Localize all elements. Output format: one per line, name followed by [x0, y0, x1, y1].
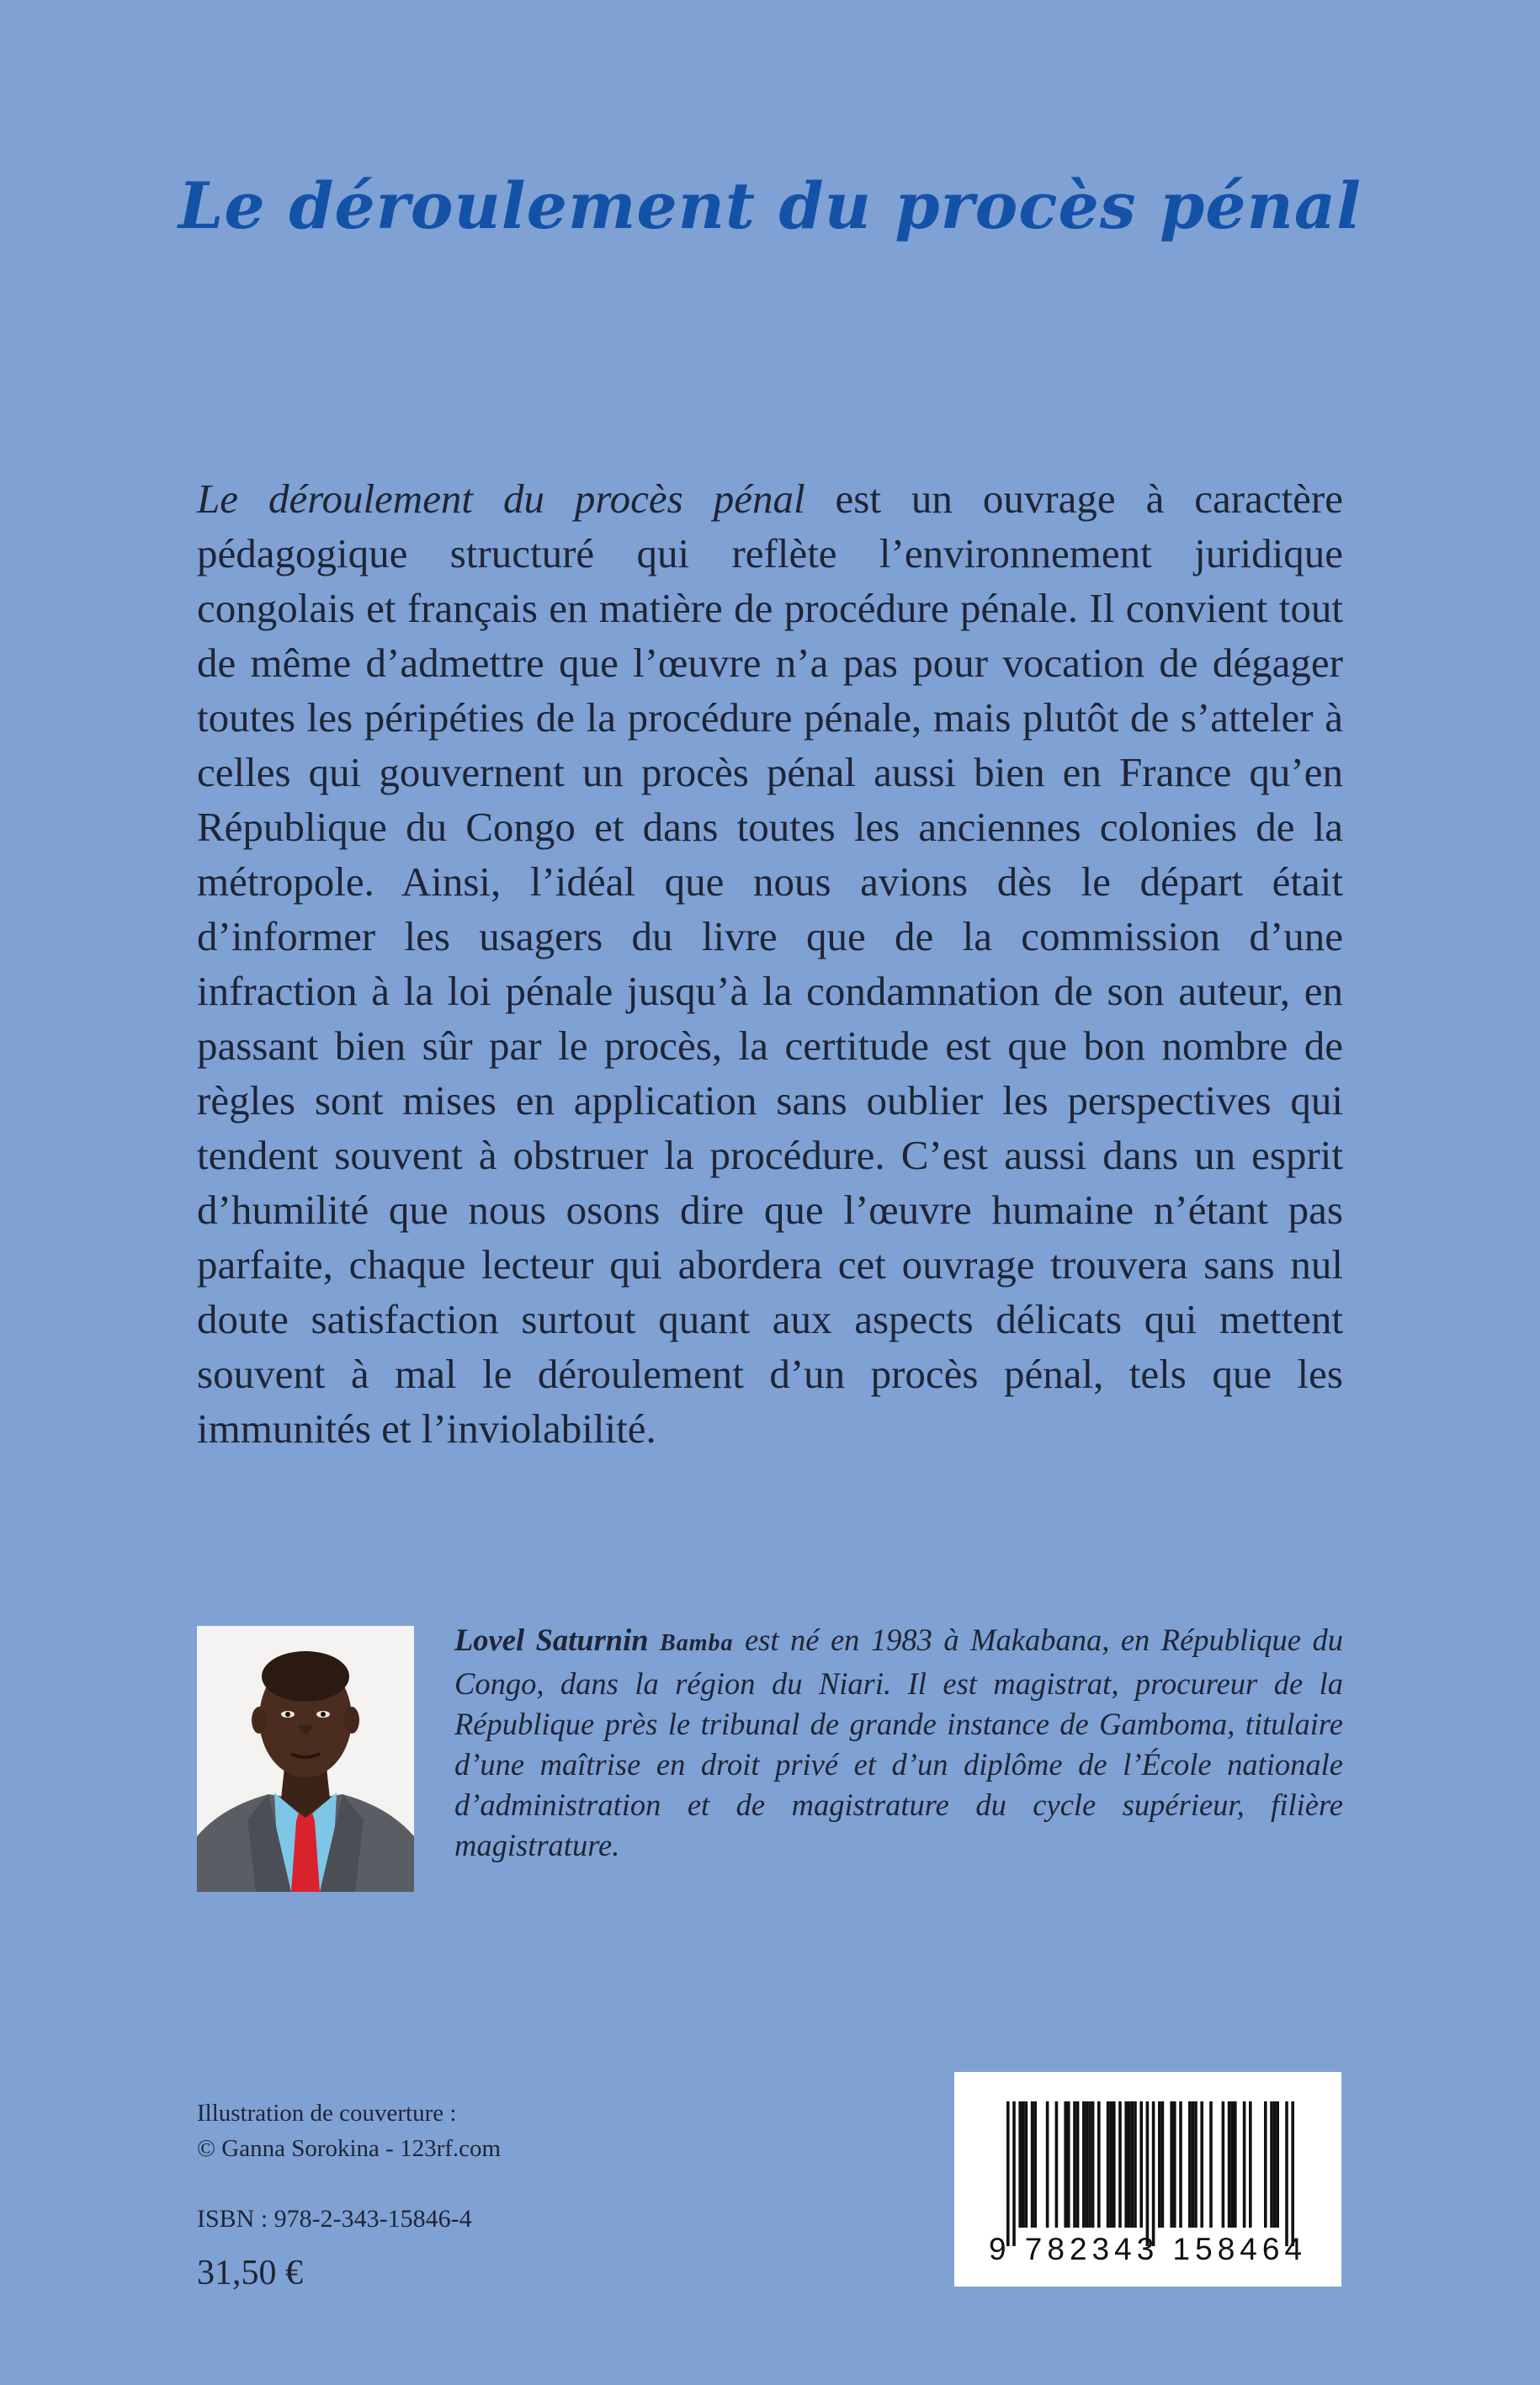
- author-bio: [454, 1620, 1343, 1866]
- barcode-bar: [1073, 2101, 1076, 2228]
- barcode-bar: [1276, 2101, 1279, 2228]
- summary-text: est un ouvrage à caractère pédagogique structuré qui reflète l’environnement juridique congolais et français en matière de procédure pénale. Il convient tout de même d’admettre que l’œuvre n’a pas pour vocation de dégager toutes les péripéties de la procédure pénale, mais plutôt de s’atteler à celles qui gouvernent un procès pénal aussi bien en France qu’en République du Congo et dans toutes les anciennes colonies de la métropole. Ainsi, l’idéal que nous avions dès le départ était d’informer les usagers du livre que de la commission d’une infraction à la loi pénale jusqu’à la condamnation de son auteur, en passant bien sûr par le procès, la certitude est que bon nombre de règles sont mises en application sans oublier les perspectives qui tendent souvent à obstruer la procédure. C’est aussi dans un esprit d’humilité que nous osons dire que l’œuvre humaine n’étant pas parfaite, chaque lecteur qui abordera cet ouvrage trouvera sans nul doute satisfaction surtout quant aux aspects délicats qui mettent souvent à mal le déroulement d’un procès pénal, tels que les immunités et l’inviolabilité.: [197, 475, 1344, 1452]
- cover-credit-source: © Ganna Sorokina - 123rf.com: [197, 2135, 502, 2162]
- barcode-bar: [1033, 2101, 1037, 2228]
- author-photo: [197, 1626, 414, 1892]
- barcode-bar: [1188, 2101, 1192, 2228]
- barcode-bar: [1088, 2101, 1091, 2228]
- barcode-bar: [1113, 2101, 1116, 2228]
- barcode-bar: [1046, 2101, 1049, 2228]
- barcode-bar: [1025, 2101, 1028, 2228]
- barcode-bar: [1273, 2101, 1277, 2228]
- barcode-bar: [1222, 2101, 1225, 2228]
- barcode-bar: [1055, 2101, 1059, 2228]
- barcode-bar: [1192, 2101, 1195, 2228]
- barcode-bar: [1209, 2101, 1213, 2228]
- barcode-bar: [1243, 2101, 1246, 2228]
- barcode: [954, 2072, 1341, 2287]
- barcode-bar: [1018, 2101, 1022, 2228]
- barcode-bar: [1128, 2101, 1131, 2228]
- back-cover-summary: [197, 471, 1343, 1456]
- barcode-bar: [1118, 2101, 1122, 2228]
- barcode-bar: [1285, 2101, 1288, 2246]
- author-bio-text: est né en 1983 à Makabana, en République du Congo, dans la région du Niari. Il est magistrat, procureur de la République près le tribunal de grande instance de Gamboma, titulaire d’une maîtrise en droit privé et d’un diplôme de l’École nationale d’administration et de magistrature du cycle supérieur, filière magistrature.: [454, 1623, 1344, 1862]
- barcode-bar: [1006, 2101, 1010, 2246]
- barcode-bar: [1173, 2101, 1176, 2228]
- barcode-bar: [1200, 2101, 1203, 2228]
- barcode-bar: [1134, 2101, 1137, 2228]
- barcode-bar: [1146, 2101, 1150, 2246]
- summary-italic-title: Le déroulement du procès pénal: [197, 475, 805, 522]
- barcode-bar: [1097, 2101, 1101, 2228]
- barcode-bar: [1249, 2101, 1252, 2228]
- barcode-bar: [1230, 2101, 1234, 2228]
- isbn: ISBN : 978-2-343-15846-4: [197, 2205, 472, 2233]
- barcode-number: 9 782343 158464: [988, 2232, 1308, 2266]
- barcode-bar: [1091, 2101, 1095, 2228]
- barcode-bar: [1234, 2101, 1237, 2228]
- barcode-bar: [1124, 2101, 1128, 2228]
- barcode-bar: [1194, 2101, 1197, 2228]
- barcode-bar: [1131, 2101, 1134, 2228]
- barcode-bar: [1264, 2101, 1267, 2228]
- barcode-bar: [1031, 2101, 1034, 2228]
- barcode-bar: [1109, 2101, 1113, 2228]
- barcode-bar: [1082, 2101, 1086, 2228]
- barcode-bar: [1012, 2101, 1016, 2246]
- author-portrait-illustration: [197, 1626, 414, 1892]
- author-surname: Bamba: [660, 1630, 734, 1656]
- barcode-bar: [1067, 2101, 1070, 2228]
- barcode-bar: [1291, 2101, 1294, 2246]
- barcode-bar: [1086, 2101, 1089, 2228]
- barcode-bar: [1107, 2101, 1110, 2228]
- cover-credit-label: Illustration de couverture :: [197, 2100, 457, 2127]
- barcode-bar: [1179, 2101, 1182, 2228]
- barcode-bar: [1139, 2101, 1143, 2228]
- barcode-bar: [1158, 2101, 1161, 2228]
- barcode-bar: [1022, 2101, 1025, 2228]
- barcode-bar: [1064, 2101, 1067, 2228]
- cover-credits: [197, 2096, 501, 2166]
- barcode-bar: [1076, 2101, 1080, 2228]
- price: 31,50 €: [197, 2254, 303, 2292]
- author-first-names: Lovel Saturnin: [454, 1623, 661, 1657]
- barcode-bar: [1152, 2101, 1155, 2246]
- book-title: Le déroulement du procès pénal: [178, 168, 1362, 243]
- barcode-bar: [1270, 2101, 1273, 2228]
- barcode-bar: [1161, 2101, 1165, 2228]
- barcode-bar: [1170, 2101, 1173, 2228]
- barcode-bar: [1228, 2101, 1231, 2228]
